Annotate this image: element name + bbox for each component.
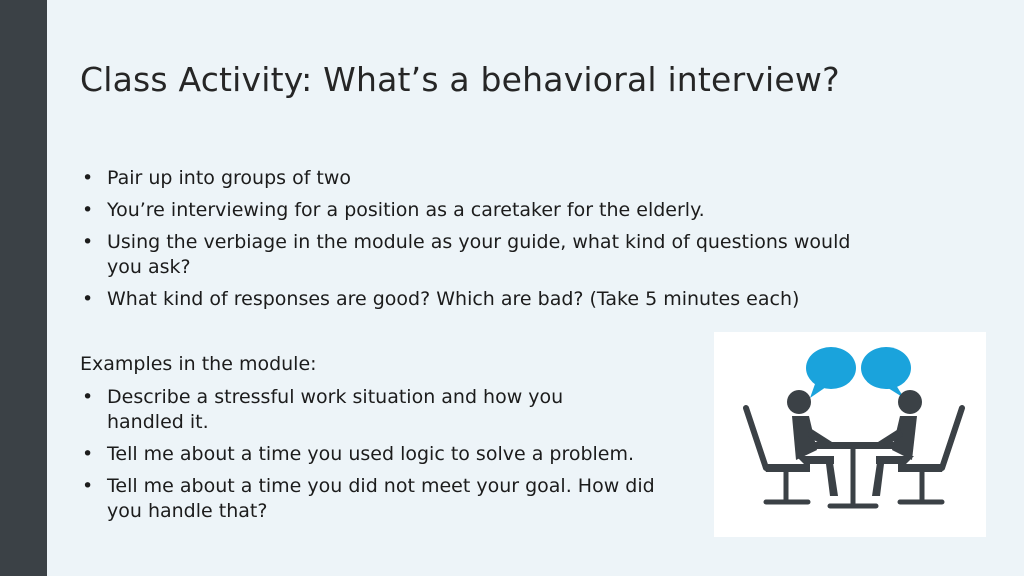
side-bar xyxy=(0,0,47,576)
examples-heading: Examples in the module: xyxy=(80,353,317,375)
list-item: • What kind of responses are good? Which are bad? (Take 5 minutes each) xyxy=(80,287,940,312)
page-title: Class Activity: What’s a behavioral interview? xyxy=(80,60,840,99)
examples-bullet-list xyxy=(80,385,720,531)
list-item: • Tell me about a time you did not meet your goal. How did you handle that? xyxy=(80,474,667,524)
list-item: • You’re interviewing for a position as a caretaker for the elderly. xyxy=(80,198,940,223)
list-item: • Pair up into groups of two xyxy=(80,166,940,191)
interview-illustration xyxy=(714,332,986,537)
list-item: • Describe a stressful work situation and how you handled it. xyxy=(80,385,567,435)
list-item: • Using the verbiage in the module as your guide, what kind of questions would you ask? xyxy=(80,230,887,280)
list-item: • Tell me about a time you used logic to solve a problem. xyxy=(80,442,720,467)
interview-icon xyxy=(714,332,986,537)
activity-bullet-list xyxy=(80,166,940,319)
